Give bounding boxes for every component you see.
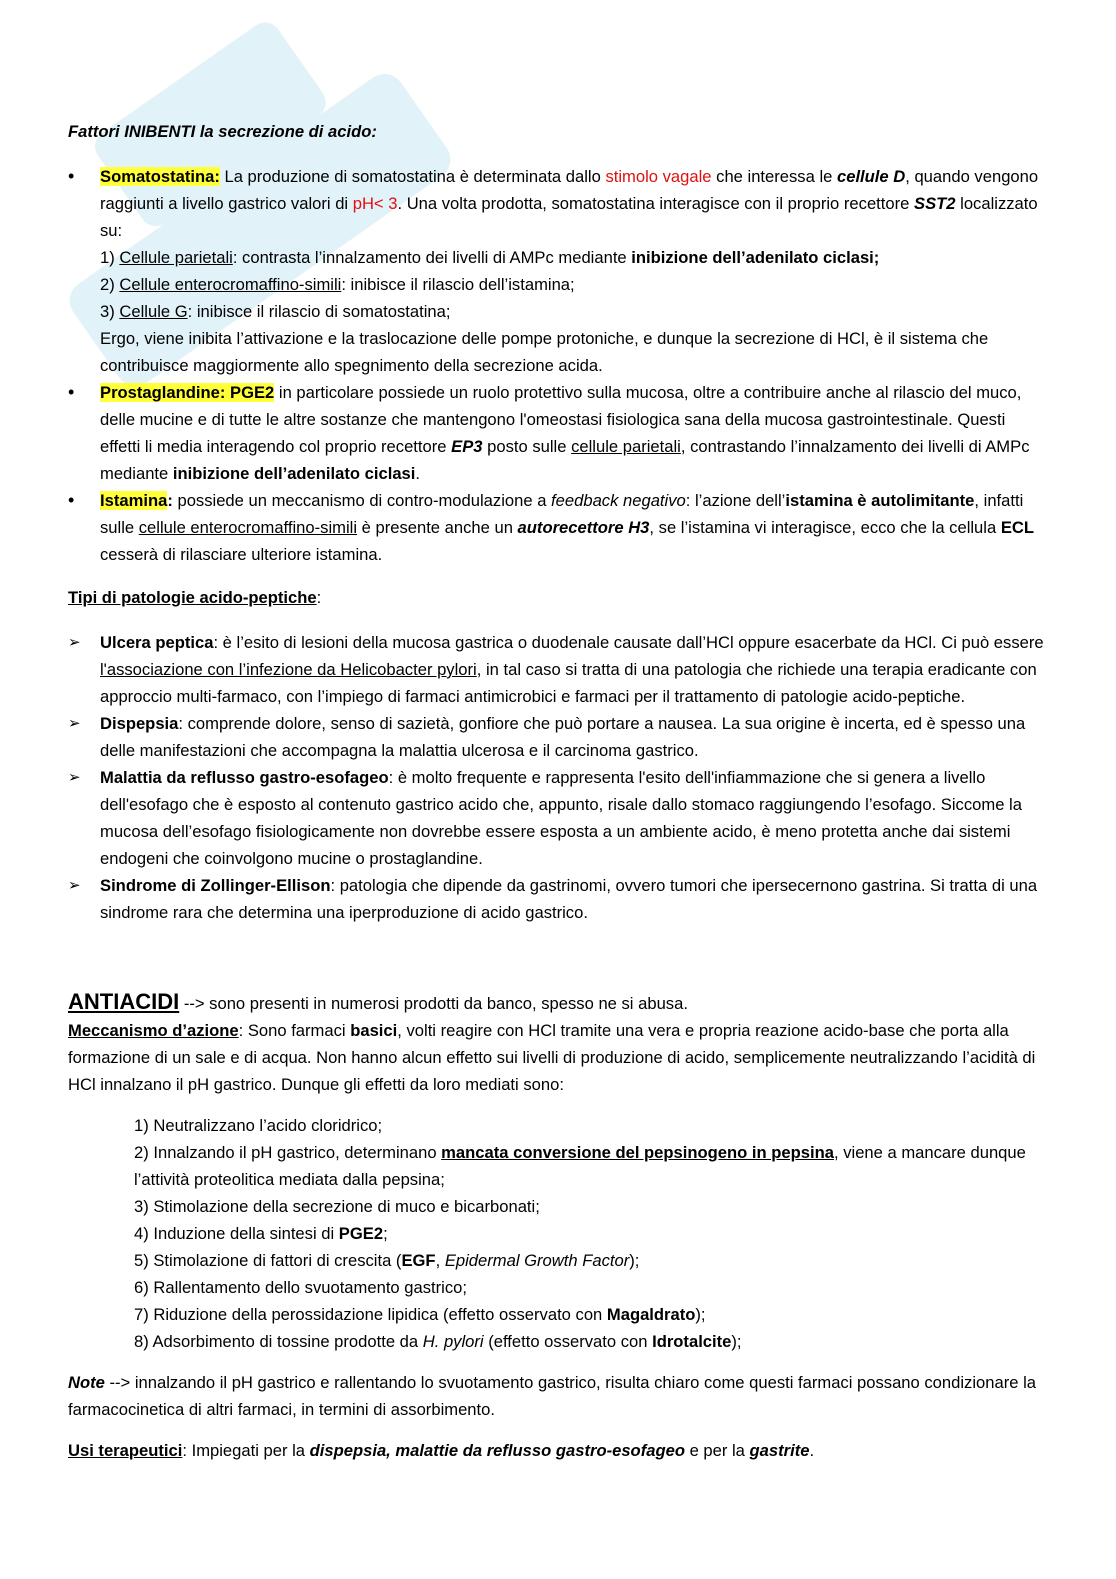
list-item-ulcera: ➢ Ulcera peptica: è l’esito di lesioni della mucosa gastrica o duodenale causate dall’HCl oppure esacerbate da HCl. Ci può essere l'associazione con l’infezione da Helicobacter pylori, in tal caso si tratta di una patologia che richiede una terapia eradicante con approccio multi-farmaco, con l’impiego di farmaci antimicrobici e farmaci per il trattamento di patologie acido-peptiche. — [68, 629, 1048, 710]
pathologies-list — [68, 629, 1048, 926]
effect-item: 3) Stimolazione della secrezione di muco e bicarbonati; — [134, 1197, 540, 1216]
list-item-zollinger: ➢ Sindrome di Zollinger-Ellison: patologia che dipende da gastrinomi, ovvero tumori che ipersecernono gastrina. Si tratta di una sindrome rara che determina una iperproduzione di acido gastrico. — [68, 872, 1048, 926]
inhibitors-list — [68, 163, 1048, 568]
list-item-dispepsia: ➢ Dispepsia: comprende dolore, senso di sazietà, gonfiore che può portare a nausea. La sua origine è incerta, ed è spesso una delle manifestazioni che accompagna la malattia ulcerosa e il carcinoma gastrico. — [68, 710, 1048, 764]
red-text: stimolo vagale — [605, 167, 712, 186]
antiacidi-heading: ANTIACIDI --> sono presenti in numerosi prodotti da banco, spesso ne si abusa. — [68, 989, 688, 1014]
list-item-prostaglandine: • Prostaglandine: PGE2 in particolare possiede un ruolo protettivo sulla mucosa, oltre a contribuire anche al rilascio del muco, delle mucine e di tutte le altre sostanze che mantengono l'omeostasi fisiologica sana della mucosa gastrointestinale. Questi effetti li media interagendo col proprio recettore EP3 posto sulle cellule parietali, contrastando l’innalzamento dei livelli di AMPc mediante inibizione dell’adenilato ciclasi. — [68, 379, 1048, 487]
effects-list — [68, 1112, 1048, 1355]
effect-item: 4) Induzione della sintesi di PGE2; — [134, 1224, 388, 1243]
highlight-label: Prostaglandine: PGE2 — [100, 383, 275, 402]
highlight-label: Istamina — [100, 491, 168, 510]
highlight-label: Somatostatina: — [100, 167, 220, 186]
effect-item: 8) Adsorbimento di tossine prodotte da H. pylori (effetto osservato con Idrotalcite); — [134, 1332, 742, 1351]
list-item-istamina: • Istamina: possiede un meccanismo di contro-modulazione a feedback negativo: l’azione dell’istamina è autolimitante, infatti sulle cellule enterocromaffino-simili è presente anche un autorecettore H3, se l’istamina vi interagisce, ecco che la cellula ECL cesserà di rilasciare ulteriore istamina. — [68, 487, 1048, 568]
list-item-reflusso: ➢ Malattia da reflusso gastro-esofageo: è molto frequente e rappresenta l'esito dell'infiammazione che si genera a livello dell'esofago che è esposto al contenuto gastrico acido che, appunto, risale dallo stomaco raggiungendo l’esofago. Siccome la mucosa dell’esofago fisiologicamente non dovrebbe essere esposta a un ambiente acido, è meno protetta anche dai sistemi endogeni che coinvolgono mucine o prostaglandine. — [68, 764, 1048, 872]
antiacidi-note: Note --> innalzando il pH gastrico e rallentando lo svuotamento gastrico, risulta chiaro come questi farmaci possano condizionare la farmacocinetica di altri farmaci, in termini di assorbimento. — [68, 1373, 1036, 1419]
list-item-somatostatina: • Somatostatina: La produzione di somatostatina è determinata dallo stimolo vagale che interessa le cellule D, quando vengono raggiunti a livello gastrico valori di pH< 3. Una volta prodotta, somatostatina interagisce con il proprio recettore SST2 localizzato su: 1) Cellule parietali: contrasta l’innalzamento dei livelli di AMPc mediante inibizione dell’adenilato ciclasi; 2) Cellule enterocromaffino-simili: inibisce il rilascio dell’istamina; 3) Cellule G: inibisce il rilascio di somatostatina; Ergo, viene inibita l’attivazione e la traslocazione delle pompe protoniche, e dunque la secrezione di HCl, è il sistema che contribuisce maggiormente allo spegnimento della secrezione acida. — [68, 163, 1048, 379]
document-page — [68, 118, 1048, 1464]
section-title-pathologies: Tipi di patologie acido-peptiche: — [68, 588, 322, 607]
antiacidi-usi: Usi terapeutici: Impiegati per la dispepsia, malattie da reflusso gastro-esofageo e per la gastrite. — [68, 1441, 815, 1460]
effect-item: 2) Innalzando il pH gastrico, determinano mancata conversione del pepsinogeno in pepsina, viene a mancare dunque l’attività proteolitica mediata dalla pepsina; — [134, 1143, 1026, 1189]
red-text: pH< 3 — [352, 194, 398, 213]
antiacidi-mechanism: Meccanismo d’azione: Sono farmaci basici, volti reagire con HCl tramite una vera e propria reazione acido-base che porta alla formazione di un sale e di acqua. Non hanno alcun effetto sui livelli di produzione di acido, semplicemente neutralizzando l’acidità di HCl innalzano il pH gastrico. Dunque gli effetti da loro mediati sono: — [68, 1021, 1036, 1094]
effect-item: 5) Stimolazione di fattori di crescita (EGF, Epidermal Growth Factor); — [134, 1251, 640, 1270]
effect-item: 7) Riduzione della perossidazione lipidica (effetto osservato con Magaldrato); — [134, 1305, 706, 1324]
section-title-inhibitors: Fattori INIBENTI la secrezione di acido: — [68, 122, 377, 141]
effect-item: 1) Neutralizzano l’acido cloridrico; — [134, 1116, 383, 1135]
effect-item: 6) Rallentamento dello svuotamento gastrico; — [134, 1278, 467, 1297]
